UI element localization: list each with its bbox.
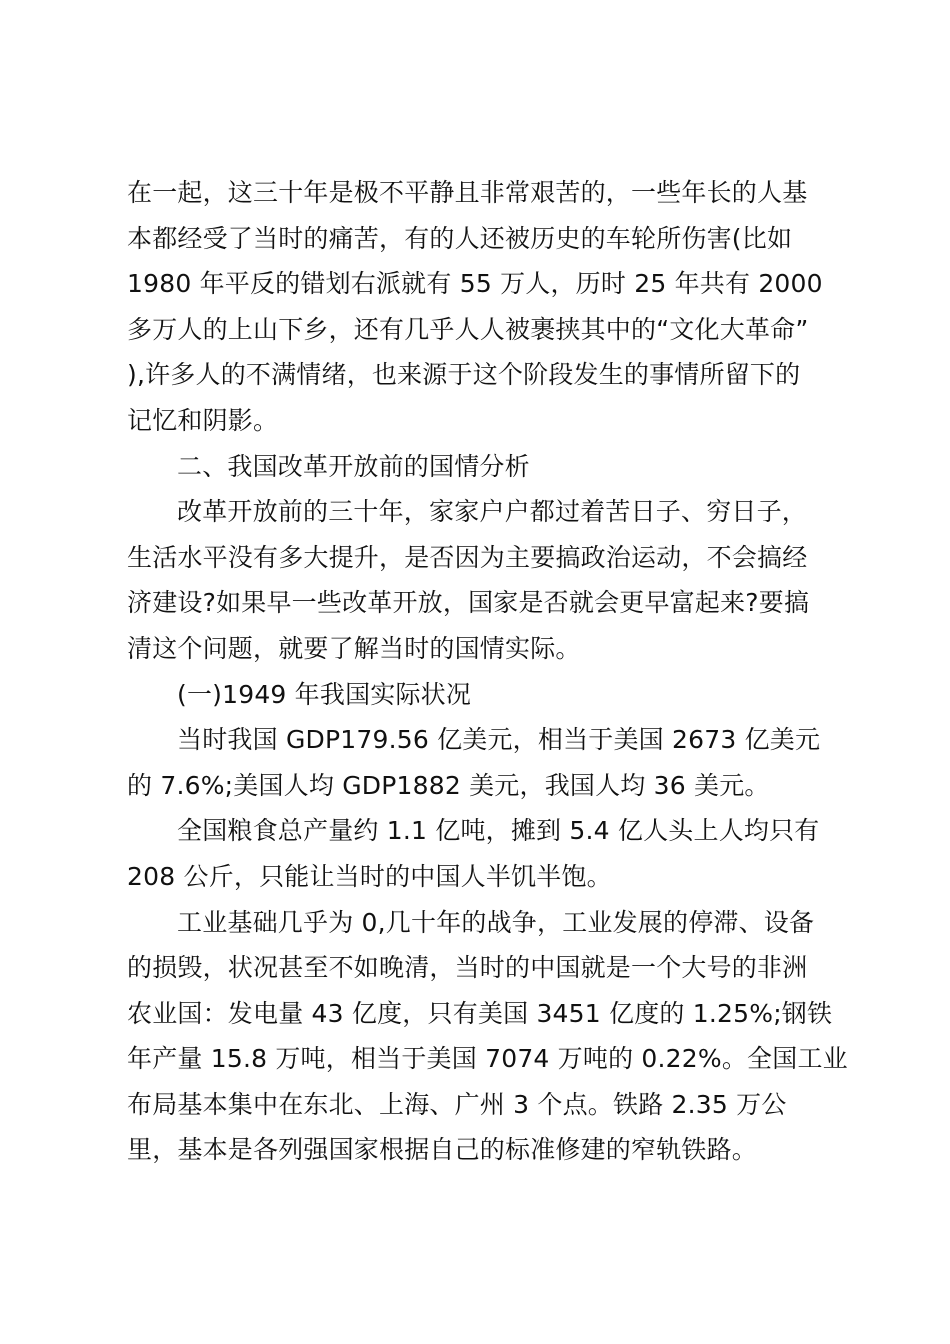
text-line: 记忆和阴影。 — [127, 405, 279, 435]
text-line: 在一起，这三十年是极不平静且非常艰苦的，一些年长的人基 — [127, 178, 808, 207]
text-line: 里，基本是各列强国家根据自己的标准修建的窄轨铁路。 — [127, 1135, 758, 1165]
text-line: 年产量 15.8 万吨，相当于美国 7074 万吨的 0.22%。全国工业 — [127, 1044, 848, 1074]
text-line: 的损毁，状况甚至不如晚清，当时的中国就是一个大号的非洲 — [127, 953, 808, 983]
text-line: 布局基本集中在东北、上海、广州 3 个点。铁路 2.35 万公 — [127, 1089, 787, 1119]
text-line: ),许多人的不满情绪，也来源于这个阶段发生的事情所留下的 — [127, 360, 801, 390]
text-line: 生活水平没有多大提升，是否因为主要搞政治运动，不会搞经 — [127, 542, 808, 572]
text-line: 本都经受了当时的痛苦，有的人还被历史的车轮所伤害(比如 — [127, 223, 793, 253]
body-text — [127, 170, 848, 1173]
text-line: 工业基础几乎为 0,几十年的战争，工业发展的停滞、设备 — [177, 907, 815, 937]
text-line: 清这个问题，就要了解当时的国情实际。 — [127, 633, 581, 663]
text-line: 1980 年平反的错划右派就有 55 万人，历时 25 年共有 2000 — [127, 269, 823, 299]
text-line: 208 公斤，只能让当时的中国人半饥半饱。 — [127, 861, 612, 891]
text-line: 全国粮食总产量约 1.1 亿吨，摊到 5.4 亿人头上人均只有 — [177, 816, 820, 846]
text-line: 多万人的上山下乡，还有几乎人人被裹挟其中的“文化大革命” — [127, 314, 809, 344]
section-heading: 二、我国改革开放前的国情分析 — [177, 451, 530, 481]
text-line: 农业国：发电量 43 亿度，只有美国 3451 亿度的 1.25%;钢铁 — [127, 998, 833, 1028]
text-line: 济建设?如果早一些改革开放，国家是否就会更早富起来?要搞 — [127, 588, 810, 618]
text-line: 的 7.6%;美国人均 GDP1882 美元，我国人均 36 美元。 — [127, 770, 770, 800]
subsection-heading: (一)1949 年我国实际状况 — [177, 679, 472, 709]
text-line: 改革开放前的三十年，家家户户都过着苦日子、穷日子， — [177, 497, 808, 527]
text-line: 当时我国 GDP179.56 亿美元，相当于美国 2673 亿美元 — [177, 725, 821, 755]
